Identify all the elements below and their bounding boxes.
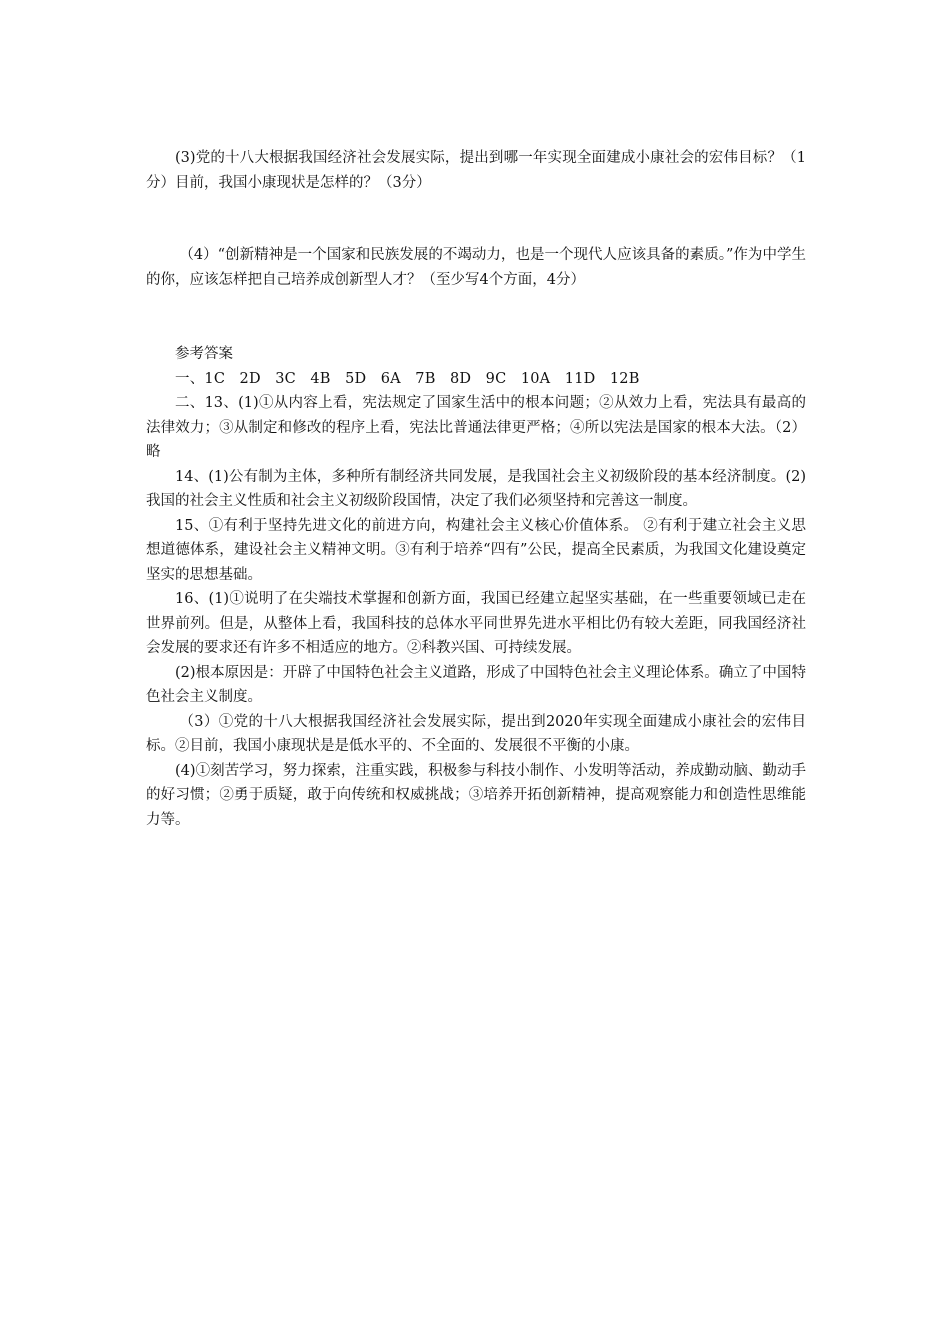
question-4: （4）“创新精神是一个国家和民族发展的不竭动力，也是一个现代人应该具备的素质。”作为中学生的你，应该怎样把自己培养成创新型人才？（至少写4个方面，4分）	[146, 247, 806, 288]
answers-choices: 一、1C 2D 3C 4B 5D 6A 7B 8D 9C 10A 11D 12B	[175, 370, 640, 387]
answer-15: 15、①有利于坚持先进文化的前进方向，构建社会主义核心价值体系。 ②有利于建立社会主义思想道德体系，建设社会主义精神文明。③有利于培养“四有”公民，提高全民素质，为我国文化建设奠定坚实的思想基础。	[146, 517, 806, 583]
answer-16-part-4: (4)①刻苦学习，努力探索，注重实践，积极参与科技小制作、小发明等活动，养成勤动脑、勤动手的好习惯；②勇于质疑，敢于向传统和权威挑战；③培养开拓创新精神，提高观察能力和创造性思维能力等。	[146, 762, 806, 828]
question-3: (3)党的十八大根据我国经济社会发展实际，提出到哪一年实现全面建成小康社会的宏伟目标？（1分）目前，我国小康现状是怎样的？（3分）	[146, 150, 806, 191]
answer-16-part-3: （3）①党的十八大根据我国经济社会发展实际，提出到2020年实现全面建成小康社会的宏伟目标。②目前，我国小康现状是是低水平的、不全面的、发展很不平衡的小康。	[146, 713, 806, 754]
document-page	[146, 146, 806, 832]
answer-16-part-2: (2)根本原因是：开辟了中国特色社会主义道路，形成了中国特色社会主义理论体系。确立了中国特色社会主义制度。	[146, 664, 806, 705]
answer-section	[146, 342, 806, 832]
answer-16-part-1: 16、(1)①说明了在尖端技术掌握和创新方面，我国已经建立起坚实基础，在一些重要领域已走在世界前列。但是，从整体上看，我国科技的总体水平同世界先进水平相比仍有较大差距，同我国经济社会发展的要求还有许多不相适应的地方。②科教兴国、可持续发展。	[146, 591, 806, 656]
answer-13: 二、13、(1)①从内容上看，宪法规定了国家生活中的根本问题；②从效力上看，宪法具有最高的法律效力；③从制定和修改的程序上看，宪法比普通法律更严格；④所以宪法是国家的根本大法。（2）略	[146, 395, 806, 460]
answer-14: 14、(1)公有制为主体，多种所有制经济共同发展，是我国社会主义初级阶段的基本经济制度。(2)我国的社会主义性质和社会主义初级阶段国情，决定了我们必须坚持和完善这一制度。	[146, 468, 806, 509]
answers-title: 参考答案	[175, 346, 233, 362]
